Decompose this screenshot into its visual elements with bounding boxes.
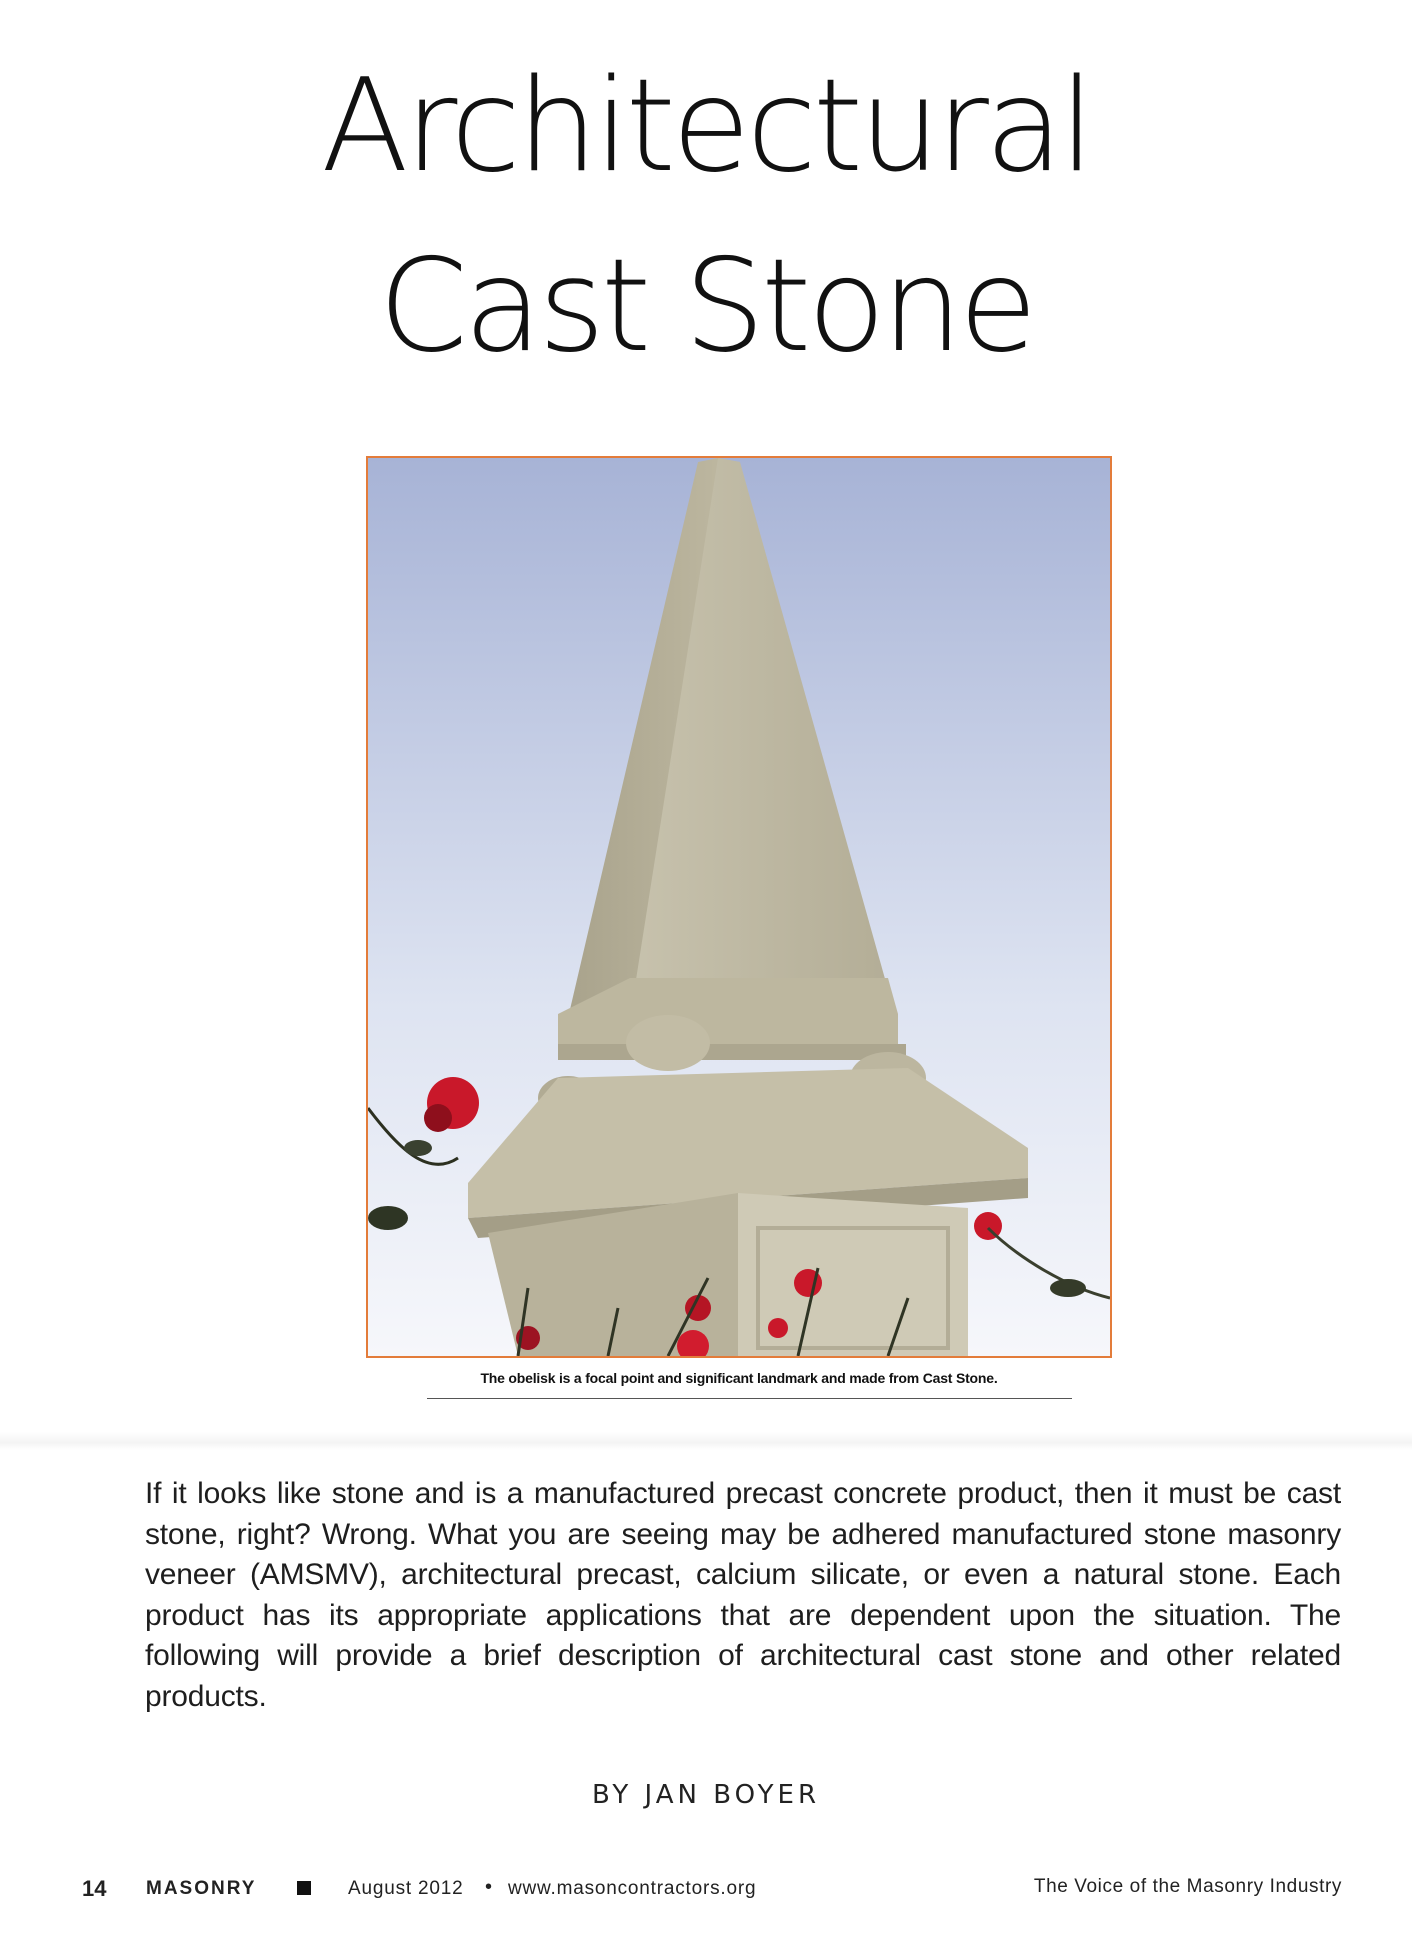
obelisk-photo: [366, 456, 1112, 1358]
section-divider: [0, 1432, 1412, 1450]
article-title-line-1: Architectural: [321, 52, 1091, 201]
issue-date: August 2012: [348, 1878, 464, 1899]
bullet-separator: •: [485, 1876, 493, 1898]
magazine-tagline: The Voice of the Masonry Industry: [1033, 1876, 1342, 1897]
byline: BY JAN BOYER: [591, 1780, 821, 1810]
website-url: www.masoncontractors.org: [508, 1878, 757, 1899]
intro-paragraph: If it looks like stone and is a manufactured precast concrete product, then it must be cast stone, right? Wrong. What you are seeing may be adhered manufactured stone masonry veneer (AMSMV), architectural precast, calcium silicate, or even a natural stone. Each product has its appropriate applications that are dependent upon the situation. The following will provide a brief description of architectural cast stone and other related products.: [145, 1477, 1341, 1713]
obelisk-illustration: [368, 458, 1110, 1356]
magazine-name: MASONRY: [146, 1878, 257, 1899]
square-icon: [297, 1881, 311, 1895]
page-footer: [82, 1876, 1342, 1910]
page-number: 14: [82, 1876, 107, 1901]
photo-caption: The obelisk is a focal point and significant landmark and made from Cast Stone.: [480, 1370, 998, 1386]
article-title-line-2: Cast Stone: [378, 232, 1034, 381]
caption-rule: [427, 1398, 1072, 1399]
